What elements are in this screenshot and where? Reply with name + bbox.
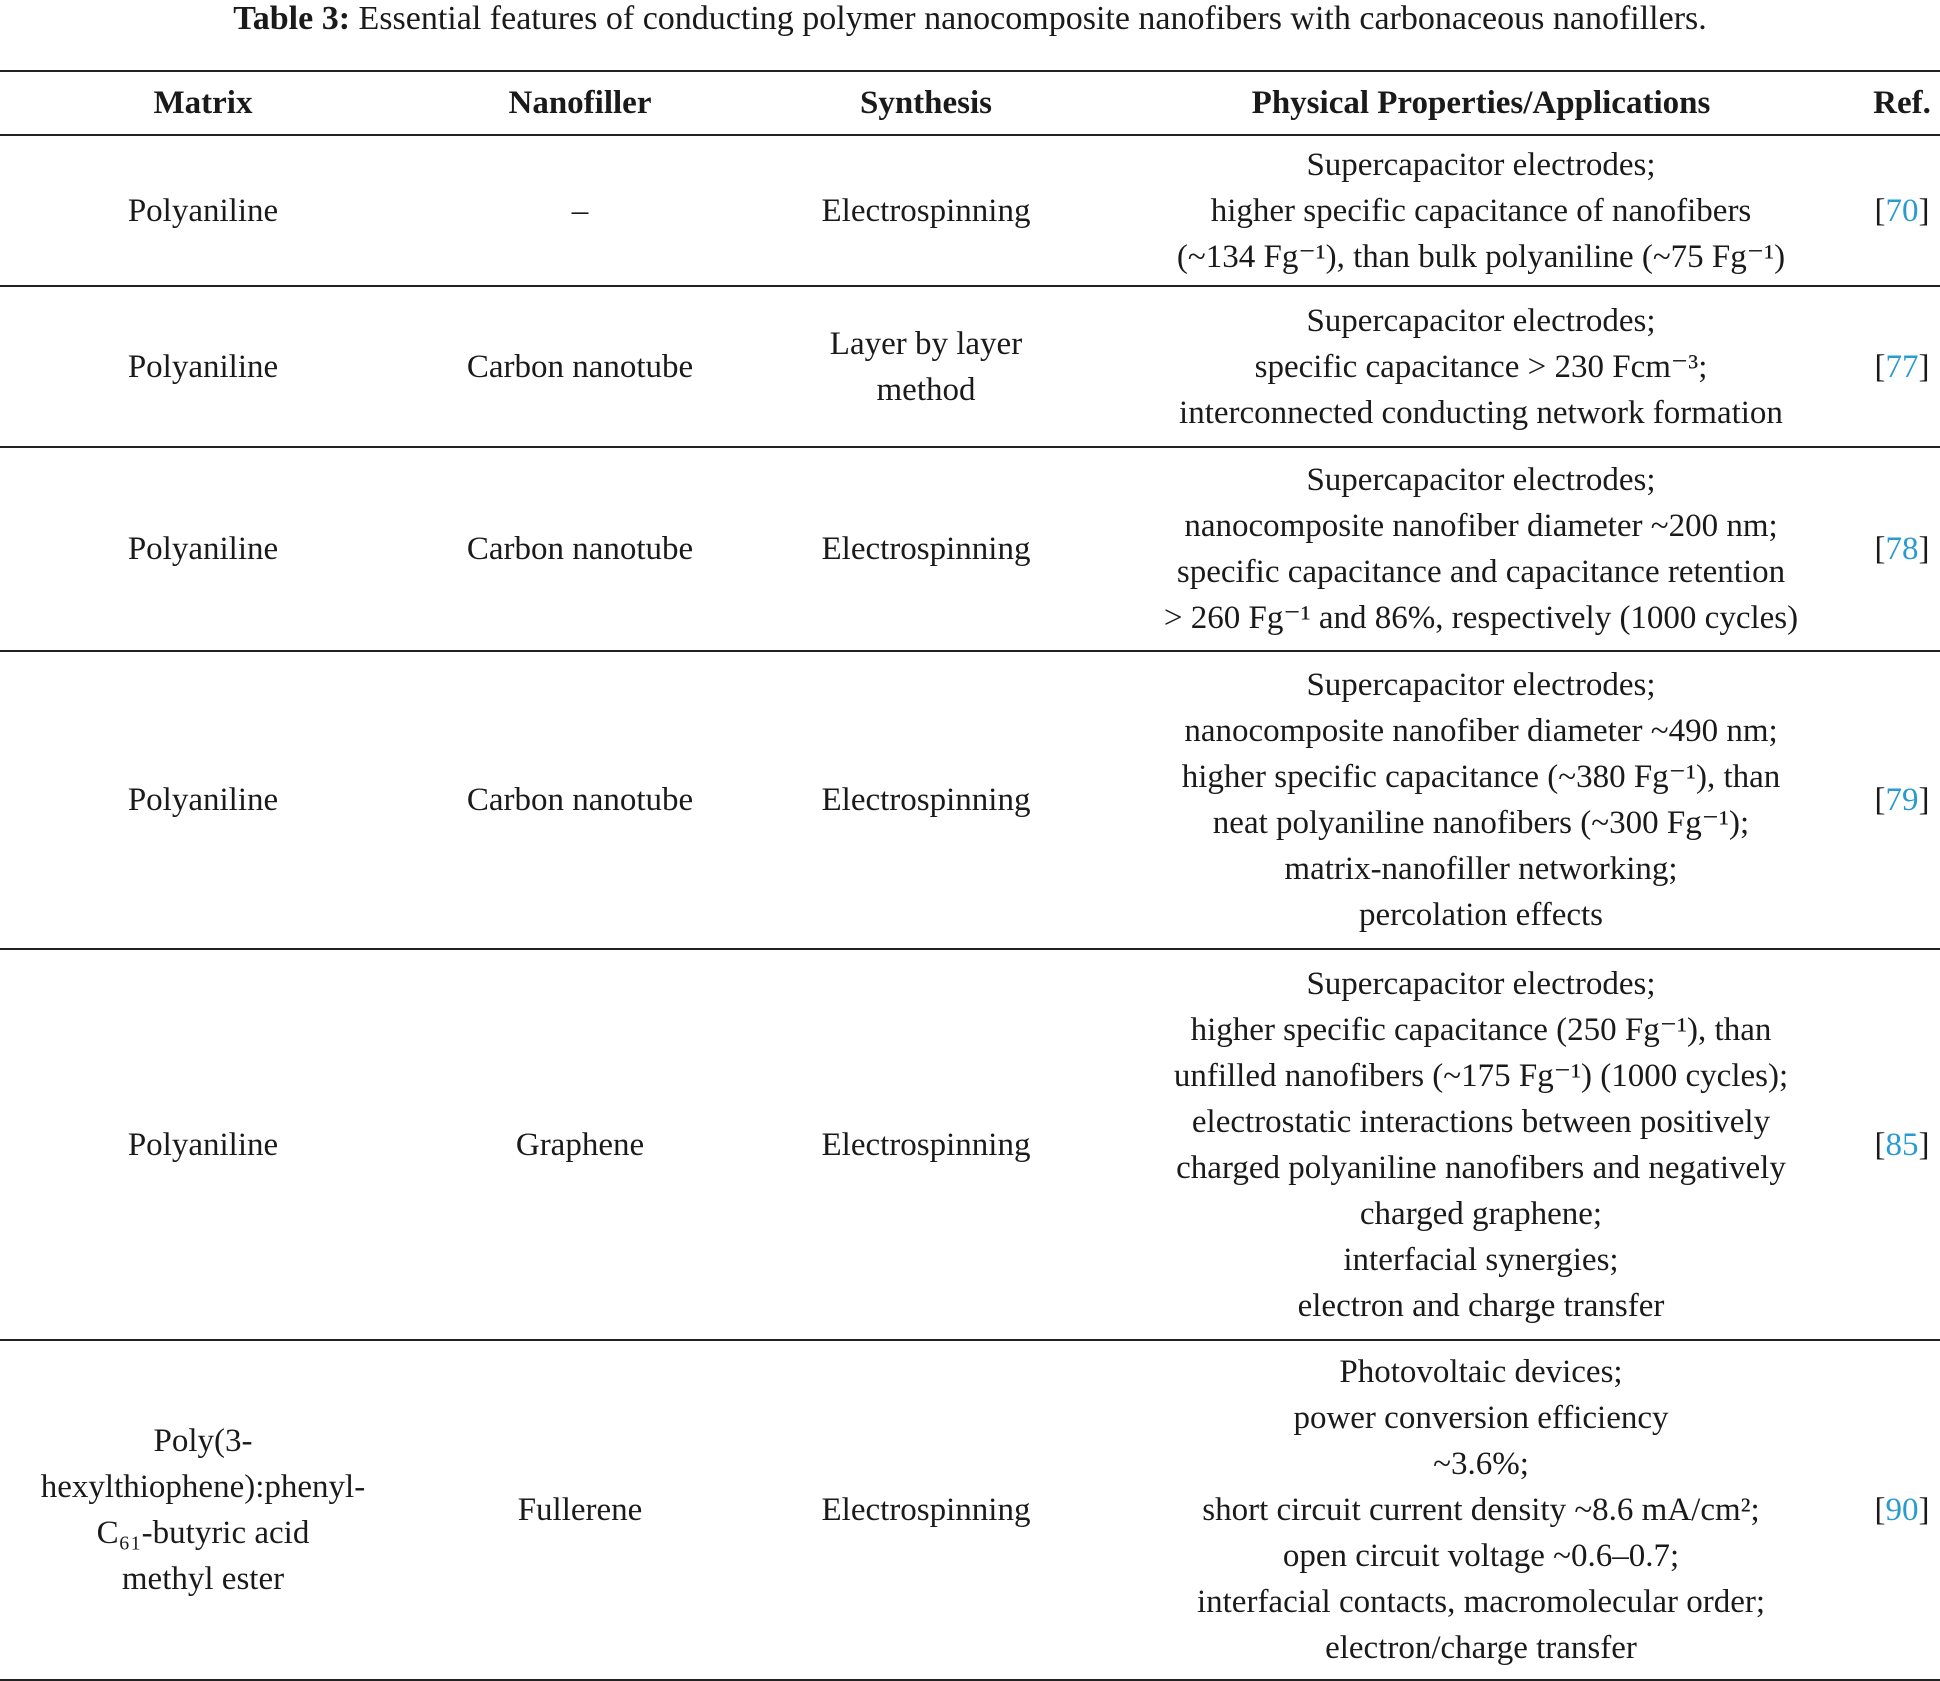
table-label: Table 3:	[233, 0, 351, 37]
cell-matrix: Poly(3- hexylthiophene):phenyl- C₆₁-butyric acid methyl ester	[0, 1340, 406, 1680]
cell-ref: [78]	[1864, 447, 1940, 651]
cell-nanofiller: Carbon nanotube	[406, 286, 754, 447]
reference-link[interactable]: 78	[1885, 531, 1919, 567]
reference-link[interactable]: 77	[1885, 348, 1919, 385]
table-row	[0, 949, 1940, 1340]
cell-matrix: Polyaniline	[0, 135, 406, 286]
header-properties: Physical Properties/Applications	[1098, 71, 1864, 135]
cell-properties: Supercapacitor electrodes; nanocomposite nanofiber diameter ~200 nm; specific capacitance and capacitance retention > 260 Fg⁻¹ and 86%, respectively (1000 cycles)	[1098, 447, 1864, 651]
header-row	[0, 71, 1940, 135]
table-row	[0, 1340, 1940, 1680]
cell-synthesis: Electrospinning	[754, 651, 1098, 949]
reference-link[interactable]: 70	[1885, 192, 1919, 229]
cell-properties: Supercapacitor electrodes; nanocomposite nanofiber diameter ~490 nm; higher specific capacitance (~380 Fg⁻¹), than neat polyaniline nanofibers (~300 Fg⁻¹); matrix-nanofiller networking; percolation effects	[1098, 651, 1864, 949]
table-caption	[0, 0, 1940, 50]
table-row	[0, 651, 1940, 949]
cell-ref: [85]	[1864, 949, 1940, 1340]
cell-synthesis: Electrospinning	[754, 135, 1098, 286]
cell-matrix: Polyaniline	[0, 286, 406, 447]
cell-nanofiller: Fullerene	[406, 1340, 754, 1680]
reference-link[interactable]: 79	[1885, 782, 1919, 818]
cell-ref: [77]	[1864, 286, 1940, 447]
cell-nanofiller: –	[406, 135, 754, 286]
cell-ref: [90]	[1864, 1340, 1940, 1680]
table-row	[0, 135, 1940, 286]
features-table	[0, 70, 1940, 1681]
cell-matrix: Polyaniline	[0, 651, 406, 949]
reference-link[interactable]: 90	[1885, 1492, 1919, 1528]
cell-properties: Supercapacitor electrodes; specific capacitance > 230 Fcm⁻³; interconnected conducting network formation	[1098, 286, 1864, 447]
table-row	[0, 447, 1940, 651]
cell-properties: Supercapacitor electrodes; higher specific capacitance of nanofibers (~134 Fg⁻¹), than bulk polyaniline (~75 Fg⁻¹)	[1098, 135, 1864, 286]
cell-properties: Supercapacitor electrodes; higher specific capacitance (250 Fg⁻¹), than unfilled nanofibers (~175 Fg⁻¹) (1000 cycles); electrostatic interactions between positively charged polyaniline nanofibers and negatively charged graphene; interfacial synergies; electron and charge transfer	[1098, 949, 1864, 1340]
cell-ref: [70]	[1864, 135, 1940, 286]
cell-properties: Photovoltaic devices; power conversion efficiency ~3.6%; short circuit current density ~8.6 mA/cm²; open circuit voltage ~0.6–0.7; interfacial contacts, macromolecular order; electron/charge transfer	[1098, 1340, 1864, 1680]
cell-ref: [79]	[1864, 651, 1940, 949]
table-row	[0, 286, 1940, 447]
table-title: Essential features of conducting polymer nanocomposite nanofibers with carbonaceous nanofillers.	[358, 0, 1707, 37]
cell-synthesis: Electrospinning	[754, 1340, 1098, 1680]
cell-matrix: Polyaniline	[0, 949, 406, 1340]
cell-nanofiller: Carbon nanotube	[406, 447, 754, 651]
cell-nanofiller: Carbon nanotube	[406, 651, 754, 949]
header-synthesis: Synthesis	[754, 71, 1098, 135]
cell-matrix: Polyaniline	[0, 447, 406, 651]
header-ref: Ref.	[1864, 71, 1940, 135]
cell-synthesis: Layer by layer method	[754, 286, 1098, 447]
header-nanofiller: Nanofiller	[406, 71, 754, 135]
cell-nanofiller: Graphene	[406, 949, 754, 1340]
reference-link[interactable]: 85	[1885, 1126, 1919, 1163]
cell-synthesis: Electrospinning	[754, 949, 1098, 1340]
cell-synthesis: Electrospinning	[754, 447, 1098, 651]
header-matrix: Matrix	[0, 71, 406, 135]
